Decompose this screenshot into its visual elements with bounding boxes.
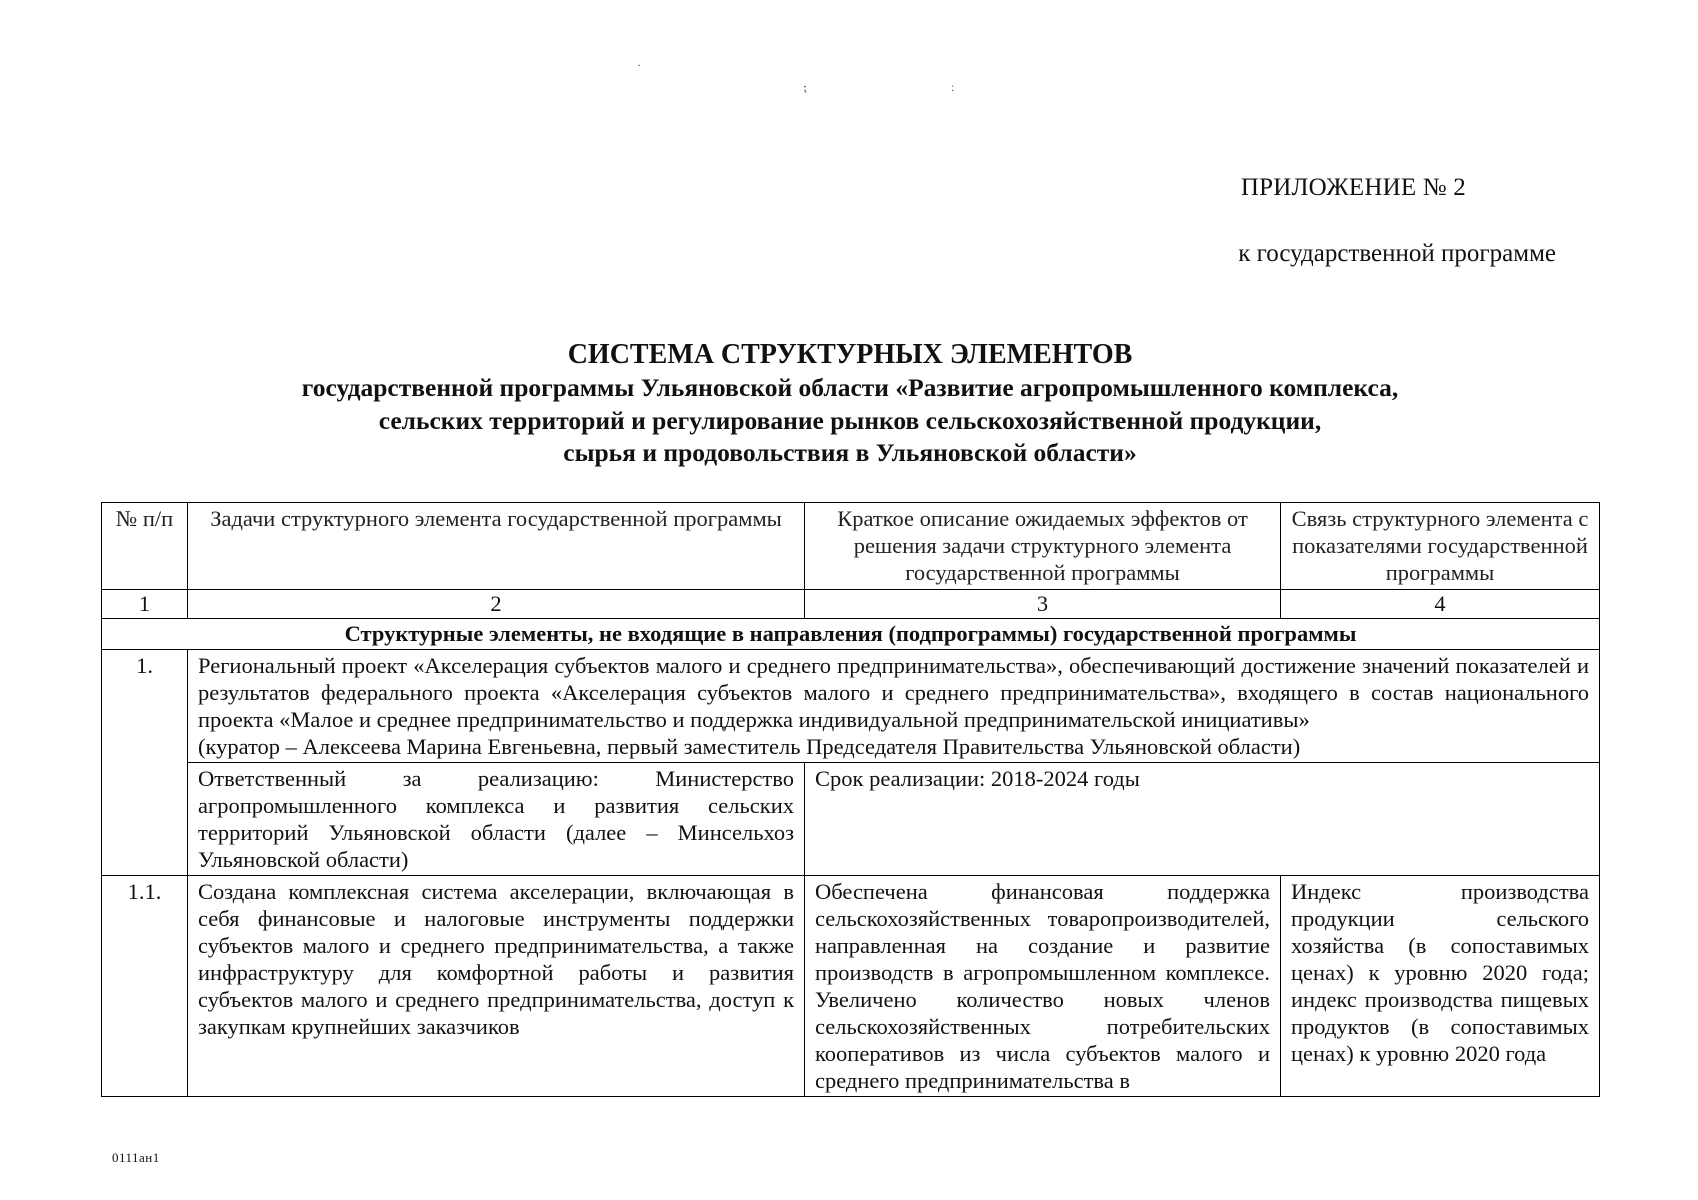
header-cell-number: № п/п [102,503,188,590]
column-number: 4 [1281,590,1600,619]
appendix-subtitle: к государственной программе [1238,240,1556,267]
structure-table [101,502,1600,1097]
header-cell-effects: Краткое описание ожидаемых эффектов от решения задачи структурного элемента государственной программы [805,503,1281,590]
project-description [188,650,1600,763]
title-line-3: сырья и продовольствия в Ульяновской области» [563,438,1137,467]
row-number: 1. [102,650,188,876]
column-number: 3 [805,590,1281,619]
appendix-label: ПРИЛОЖЕНИЕ № 2 [1240,174,1466,201]
document-title [100,338,1600,470]
header-cell-indicators: Связь структурного элемента с показателями государственной программы [1281,503,1600,590]
column-numbers-row [102,590,1600,619]
project-curator: (куратор – Алексеева Марина Евгеньевна, первый заместитель Председателя Правительства Ульяновской области) [198,734,1301,759]
implementation-term: Срок реализации: 2018-2024 годы [805,763,1600,876]
section-row [102,619,1600,650]
table-header-row [102,503,1600,590]
column-number: 1 [102,590,188,619]
footer-code: 0111ан1 [112,1150,160,1165]
project-text: Региональный проект «Акселерация субъектов малого и среднего предпринимательства», обеспечивающий достижение значений показателей и результатов федерального проекта «Акселерация субъектов малого и среднего предпринимательства», входящего в состав национального проекта «Малое и среднее предпринимательство и поддержка индивидуальной предпринимательской инициативы» [198,653,1589,732]
table-row [102,876,1600,1097]
row-number: 1.1. [102,876,188,1097]
section-title: Структурные элементы, не входящие в направления (подпрограммы) государственной программы [102,619,1600,650]
task-cell: Создана комплексная система акселерации, включающая в себя финансовые и налоговые инструменты поддержки субъектов малого и среднего предпринимательства, а также инфраструктуру для комфортной работы и развития субъектов малого и среднего предпринимательства, доступ к закупкам крупнейших заказчиков [188,876,805,1097]
responsible-executor: Ответственный за реализацию: Министерство агропромышленного комплекса и развития сельских территорий Ульяновской области (далее – Минсельхоз Ульяновской области) [188,763,805,876]
title-main: СИСТЕМА СТРУКТУРНЫХ ЭЛЕМЕНТОВ [567,339,1133,370]
header-cell-tasks: Задачи структурного элемента государственной программы [188,503,805,590]
column-number: 2 [188,590,805,619]
title-line-2: сельских территорий и регулирование рынков сельскохозяйственной продукции, [378,405,1322,435]
table-row [102,763,1600,876]
indicators-cell: Индекс производства продукции сельского хозяйства (в сопоставимых ценах) к уровню 2020 года; индекс производства пищевых продуктов (в сопоставимых ценах) к уровню 2020 года [1281,876,1600,1097]
effect-cell: Обеспечена финансовая поддержка сельскохозяйственных товаропроизводителей, направленная на создание и развитие производств в агропромышленном комплексе. Увеличено количество новых членов сельскохозяйственных потребительских кооперативов из числа субъектов малого и среднего предпринимательства в [805,876,1281,1097]
title-line-1: государственной программы Ульяновской области «Развитие агропромышленного комплекса, [301,373,1399,402]
table-row [102,650,1600,763]
